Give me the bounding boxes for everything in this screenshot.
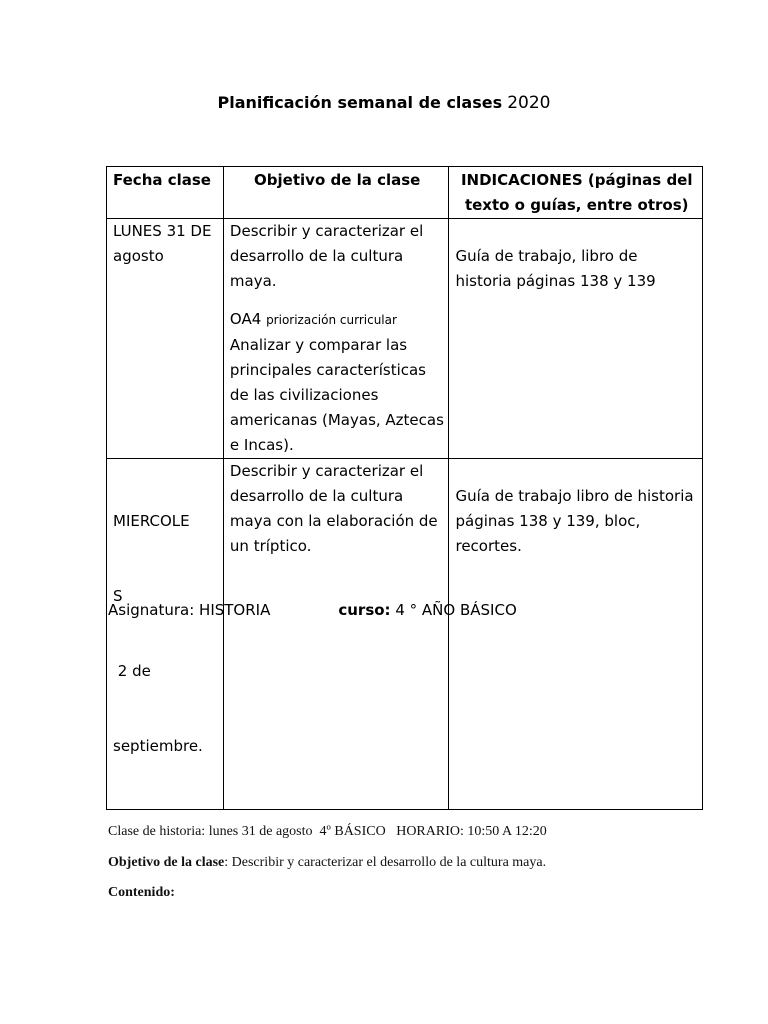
content-label: Contenido: [108, 885, 175, 900]
row1-oa-line [230, 307, 445, 333]
row2-fecha-line4: septiembre. [113, 737, 203, 755]
header-objetivo: Objetivo de la clase [223, 167, 449, 219]
table-header-row [107, 167, 703, 219]
asignatura-value: HISTORIA [199, 601, 271, 619]
header-fecha: Fecha clase [107, 167, 224, 219]
row2-fecha-line2: S [113, 587, 123, 605]
weekly-plan-table [106, 166, 703, 810]
header-indicaciones: INDICACIONES (páginas del texto o guías, entre otros) [449, 167, 703, 219]
row2-indicaciones: Guía de trabajo libro de historia páginas 138 y 139, bloc, recortes. [455, 487, 694, 555]
row2-fecha [107, 459, 224, 810]
row1-oa-note: priorización curricular [266, 313, 397, 327]
row2-fecha-line3: 2 de [113, 662, 151, 680]
content-heading [108, 885, 175, 901]
objective-text: : Describir y caracterizar el desarrollo de la cultura maya. [224, 855, 547, 870]
row2-indicaciones-cell [449, 459, 703, 810]
asignatura-label: Asignatura: [108, 601, 195, 619]
row2-fecha-line1: MIERCOLE [113, 512, 190, 530]
row1-objetivo: Describir y caracterizar el desarrollo de la cultura maya. [229, 222, 424, 290]
curso-label: curso: [338, 601, 391, 619]
table-row [107, 219, 703, 459]
row1-objetivo-cell [223, 219, 449, 459]
title-text: Planificación semanal de clases [217, 93, 503, 112]
row1-oa-code: OA4 [229, 310, 262, 328]
class-objective [108, 855, 546, 871]
row1-oa-text: Analizar y comparar las principales características de las civilizaciones americanas (Mayas, Aztecas e Incas). [229, 336, 444, 454]
page-title [0, 93, 768, 113]
title-year: 2020 [507, 93, 551, 113]
row2-objetivo: Describir y caracterizar el desarrollo de la cultura maya con la elaboración de un tríptico. [223, 459, 449, 810]
table-row [107, 459, 703, 810]
row1-fecha: LUNES 31 DE agosto [107, 219, 224, 459]
row1-indicaciones: Guía de trabajo, libro de historia páginas 138 y 139 [455, 247, 656, 290]
curso-value: 4 ° AÑO BÁSICO [395, 601, 517, 619]
objective-label: Objetivo de la clase [108, 855, 225, 870]
course-meta [108, 601, 517, 619]
row1-indicaciones-cell [449, 219, 703, 459]
class-info-line: Clase de historia: lunes 31 de agosto 4º BÁSICO HORARIO: 10:50 A 12:20 [108, 824, 547, 839]
